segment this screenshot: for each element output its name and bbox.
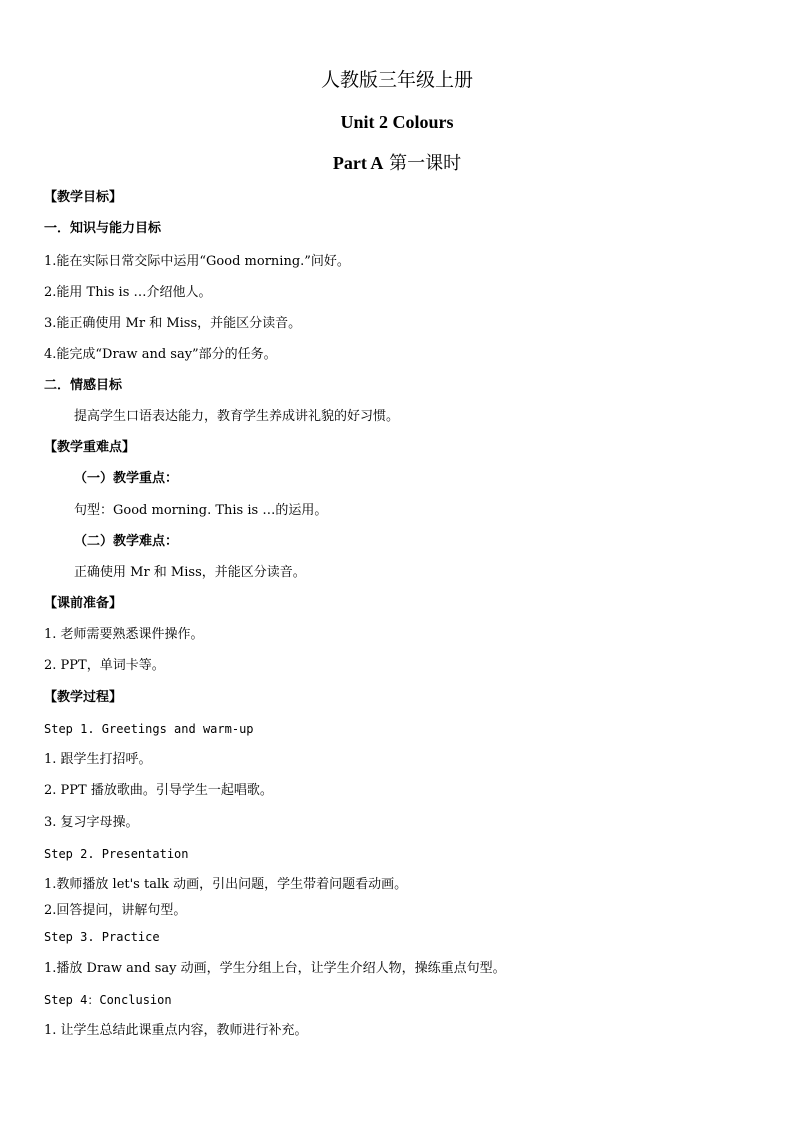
step2-item: 1.教师播放 let's talk 动画，引出问题，学生带着问题看动画。 — [44, 877, 408, 892]
step1-heading: Step 1. Greetings and warm-up — [44, 722, 254, 736]
objectives-heading: 【教学目标】 — [44, 190, 123, 205]
step3-item: 1.播放 Draw and say 动画，学生分组上台，让学生介绍人物，操练重点句型。 — [44, 961, 506, 976]
step4-heading: Step 4：Conclusion — [44, 993, 172, 1007]
emotion-text: 提高学生口语表达能力，教育学生养成讲礼貌的好习惯。 — [74, 409, 400, 424]
objective-item: 3.能正确使用 Mr 和 Miss，并能区分读音。 — [44, 316, 302, 331]
objective-item: 1.能在实际日常交际中运用“Good morning.”问好。 — [44, 254, 350, 269]
key-text: 句型：Good morning. This is …的运用。 — [74, 503, 328, 518]
preparation-heading: 【课前准备】 — [44, 596, 123, 611]
objective-item: 2.能用 This is …介绍他人。 — [44, 285, 212, 300]
step1-item: 3. 复习字母操。 — [44, 815, 139, 830]
preparation-item: 2. PPT，单词卡等。 — [44, 658, 165, 673]
step1-item: 1. 跟学生打招呼。 — [44, 752, 152, 767]
key-heading: （一）教学重点： — [74, 471, 179, 486]
step2-heading: Step 2. Presentation — [44, 847, 189, 861]
step4-item: 1. 让学生总结此课重点内容，教师进行补充。 — [44, 1023, 308, 1038]
lesson-period: 第一课时 — [383, 153, 462, 174]
difficult-heading: （二）教学难点： — [74, 534, 179, 549]
key-points-heading: 【教学重难点】 — [44, 440, 136, 455]
difficult-text: 正确使用 Mr 和 Miss，并能区分读音。 — [74, 565, 306, 580]
preparation-item: 1. 老师需要熟悉课件操作。 — [44, 627, 204, 642]
step2-item: 2.回答提问，讲解句型。 — [44, 903, 187, 918]
unit-title: Unit 2 Colours — [340, 112, 454, 132]
document-title: 人教版三年级上册 — [320, 69, 473, 91]
lesson-part: Part A — [332, 153, 384, 173]
emotion-heading: 二．情感目标 — [44, 378, 123, 393]
lesson-title — [0, 151, 794, 176]
objective-item: 4.能完成“Draw and say”部分的任务。 — [44, 347, 277, 362]
step3-heading: Step 3. Practice — [44, 930, 160, 944]
step1-item: 2. PPT 播放歌曲。引导学生一起唱歌。 — [44, 783, 273, 798]
process-heading: 【教学过程】 — [44, 690, 123, 705]
knowledge-heading: 一．知识与能力目标 — [44, 221, 162, 236]
